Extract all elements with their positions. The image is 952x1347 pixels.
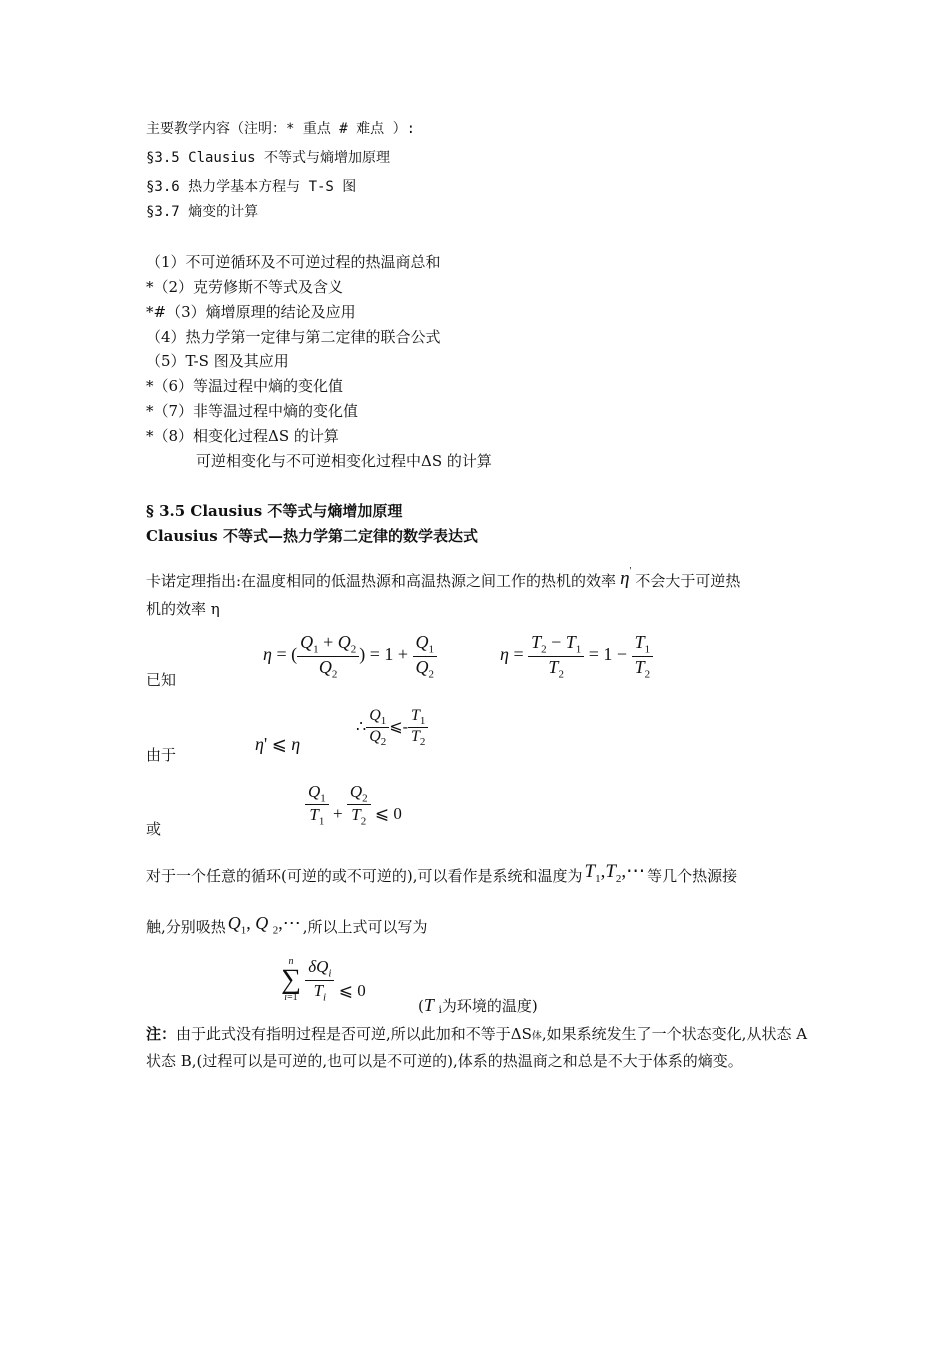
- eq-eta-ineq: η' ⩽ η: [255, 734, 301, 754]
- topic-8: *（8）相变化过程ΔS 的计算: [146, 427, 339, 445]
- note-label: 注：: [146, 1025, 177, 1043]
- label-known: 已知: [146, 671, 177, 689]
- eq-clausius-sum: n ∑ i=1 $\frac{\delta Q_i}{T_i}$ ⩽ 0: [281, 956, 366, 1003]
- note-paragraph: [146, 1022, 811, 1073]
- topic-5: （5）T-S 图及其应用: [146, 352, 289, 370]
- topic-3: *#（3）熵增原理的结论及应用: [146, 303, 356, 321]
- topic-2: *（2）克劳修斯不等式及含义: [146, 278, 344, 296]
- eq-efficiency-temp: η = $\frac{T_2 - T_1}{T_2}$ = 1 − $\frac{T_1}{T_2}$: [500, 632, 653, 680]
- temps-symbol: $T_1,T_2,\cdots$: [584, 861, 646, 885]
- outline-section-3: §3.7 熵变的计算: [146, 204, 259, 220]
- topic-7: *（7）非等温过程中熵的变化值: [146, 402, 359, 420]
- outline-section-1: §3.5 Clausius 不等式与熵增加原理: [146, 150, 391, 166]
- label-or: 或: [146, 820, 162, 838]
- eq-therefore: ∴ $\frac{Q_1}{Q_2}$ ⩽- $\frac{T_1}{T_2}$: [356, 707, 428, 748]
- para-2: [146, 861, 738, 893]
- para-1-a: 卡诺定理指出:在温度相同的低温热源和高温热源之间工作的热机的效率: [146, 572, 617, 590]
- para-1-c: 机的效率 η: [146, 600, 220, 618]
- outline-section-2: §3.6 热力学基本方程与 T-S 图: [146, 179, 357, 195]
- label-since: 由于: [146, 746, 177, 764]
- section-subtitle: Clausius 不等式—热力学第二定律的数学表达式: [146, 527, 478, 545]
- topic-8-sub: 可逆相变化与不可逆相变化过程中ΔS 的计算: [196, 452, 492, 470]
- topic-1: （1）不可逆循环及不可逆过程的热温商总和: [146, 253, 441, 271]
- sum-note: (T i为环境的温度): [418, 995, 538, 1016]
- heats-symbol: $Q_1$, Q $_2$,⋯: [227, 913, 301, 937]
- eta-prime-symbol: η': [620, 566, 632, 589]
- eq-sum-two: $\frac{Q_1}{T_1}$ + $\frac{Q_2}{T_2}$ ⩽ 0: [305, 782, 402, 828]
- topic-4: （4）热力学第一定律与第二定律的联合公式: [146, 328, 441, 346]
- para-3: [146, 913, 428, 944]
- eq-efficiency-heat: η = ( $\frac{Q_1 + Q_2}{Q_2}$ ) = 1 + $\frac{Q_1}{Q_2}$: [263, 632, 437, 680]
- para-3-b: ,所以上式可以写为: [302, 918, 428, 936]
- note-text: 由于此式没有指明过程是否可逆,所以此加和不等于ΔS: [176, 1025, 532, 1043]
- para-1-b: 不会大于可逆热: [635, 572, 741, 590]
- para-2-b: 等几个热源接: [647, 867, 738, 885]
- note-sub: 体: [531, 1031, 542, 1042]
- note-text-2: ,如果系统发生了一个状态变化,从状态 A 状态 B,(过程可以是可逆的,也可以是不可逆的),体系的热温商之和总是不大于体系的熵变。: [146, 1025, 808, 1070]
- para-1-line-1: [146, 566, 741, 594]
- topic-6: *（6）等温过程中熵的变化值: [146, 377, 344, 395]
- para-2-a: 对于一个任意的循环(可逆的或不可逆的),可以看作是系统和温度为: [146, 867, 583, 885]
- outline-heading: 主要教学内容（注明：* 重点 # 难点 ）:: [146, 121, 416, 137]
- para-3-a: 触,分别吸热: [146, 918, 226, 936]
- section-title: § 3.5 Clausius 不等式与熵增加原理: [146, 502, 403, 520]
